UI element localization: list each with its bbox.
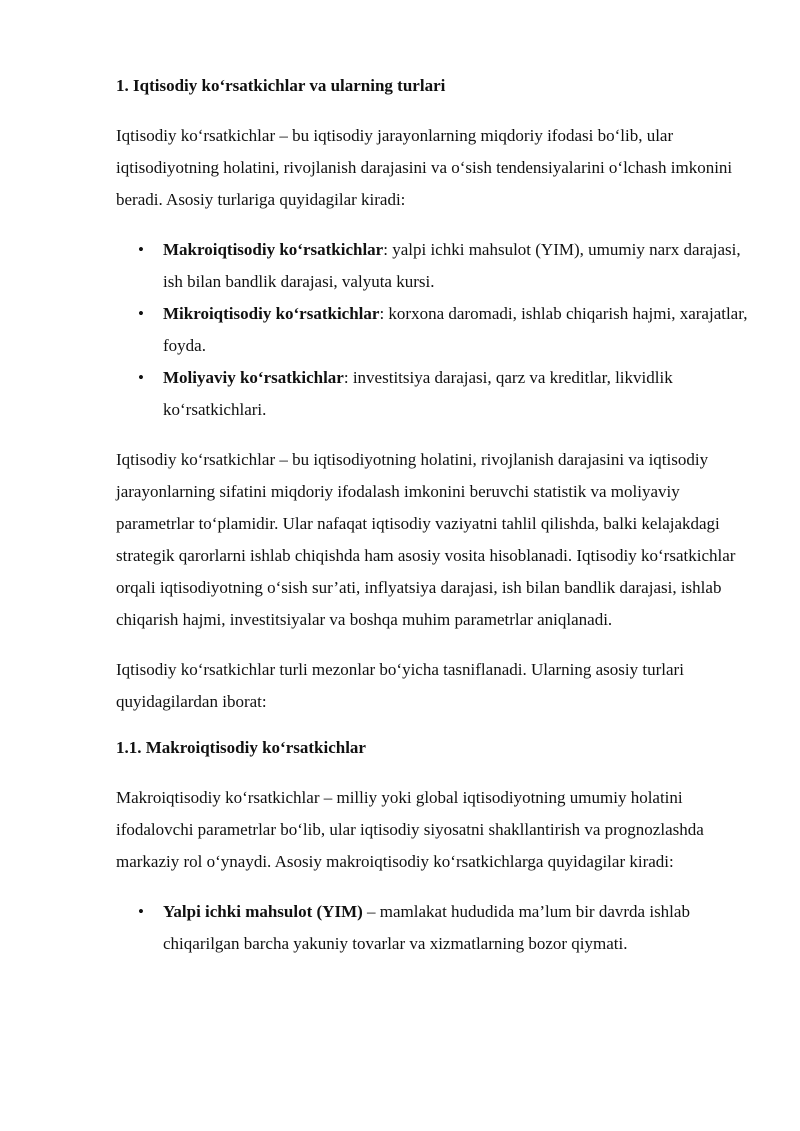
intro-paragraph: Iqtisodiy ko‘rsatkichlar – bu iqtisodiy jarayonlarning miqdoriy ifodasi bo‘lib, ular iqtisodiyotning holatini, rivojlanish darajasini va o‘sish tendensiyalarini o‘lchash imkonini beradi. Asosiy turlariga quyidagilar kiradi: [116,126,733,209]
list-item-text: – mamlakat hududida ma’lum bir davrda ishlab chiqarilgan barcha yakuniy tovarlar va xizmatlarning bozor qiymati. [163,902,690,953]
list-item-term: Makroiqtisodiy ko‘rsatkichlar [163,240,384,259]
bullet-icon: • [138,304,144,323]
list-item-term: Mikroiqtisodiy ko‘rsatkichlar [163,304,380,323]
list-item-text: : korxona daromadi, ishlab chiqarish hajmi, xarajatlar, foyda. [163,304,748,355]
indicator-types-list [116,234,748,426]
bullet-icon: • [138,368,144,387]
bullet-icon: • [138,240,144,259]
list-item [116,362,748,426]
list-item-text: : investitsiya darajasi, qarz va kreditlar, likvidlik ko‘rsatkichlari. [163,368,673,419]
list-item-text: : yalpi ichki mahsulot (YIM), umumiy narx darajasi, ish bilan bandlik darajasi, valyuta kursi. [163,240,741,291]
document-page [116,74,748,978]
list-item [116,234,748,298]
list-item [116,298,748,362]
definition-paragraph: Iqtisodiy ko‘rsatkichlar – bu iqtisodiyotning holatini, rivojlanish darajasini va iqtisodiy jarayonlarning sifatini miqdoriy ifodalash imkonini beruvchi statistik va moliyaviy parametrlar to‘plamidir. Ular nafaqat iqtisodiy vaziyatni tahlil qilishda, balki kelajakdagi strategik qarorlarni ishlab chiqishda ham asosiy vosita hisoblanadi. Iqtisodiy ko‘rsatkichlar orqali iqtisodiyotning o‘sish sur’ati, inflyatsiya darajasi, ish bilan bandlik darajasi, ishlab chiqarish hajmi, investitsiyalar va boshqa muhim parametrlar aniqlanadi. [116,450,736,629]
list-item-term: Yalpi ichki mahsulot (YIM) [163,902,363,921]
section-title: 1. Iqtisodiy ko‘rsatkichlar va ularning turlari [116,76,446,95]
subsection-title: 1.1. Makroiqtisodiy ko‘rsatkichlar [116,738,366,757]
bullet-icon: • [138,902,144,921]
list-item [116,896,748,960]
macro-paragraph: Makroiqtisodiy ko‘rsatkichlar – milliy yoki global iqtisodiyotning umumiy holatini ifodalovchi parametrlar bo‘lib, ular iqtisodiy siyosatni shakllantirish va prognozlashda markaziy rol o‘ynaydi. Asosiy makroiqtisodiy ko‘rsatkichlarga quyidagilar kiradi: [116,788,704,871]
classification-paragraph: Iqtisodiy ko‘rsatkichlar turli mezonlar bo‘yicha tasniflanadi. Ularning asosiy turlari quyidagilardan iborat: [116,660,684,711]
macro-indicators-list [116,896,748,960]
list-item-term: Moliyaviy ko‘rsatkichlar [163,368,344,387]
